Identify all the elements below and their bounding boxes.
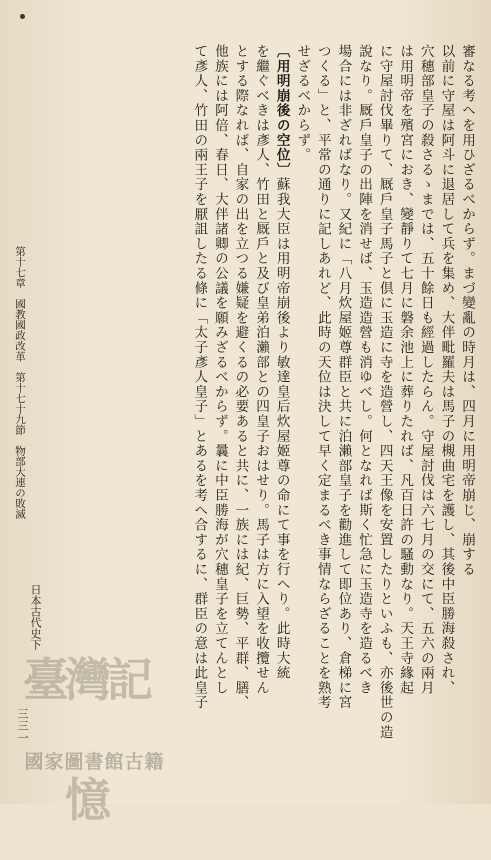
text-column-rest: 蘇我大臣は用明帝崩後より敏達皇后炊屋姬尊の命にて事を行へり。此時大統 [273,177,290,681]
book-title: 日本古代史下 [29,584,42,650]
text-column: に守屋討伐畢りて、厩戶皇子馬子と倶に玉造に寺を造營し、四天王像を安置したりといふも、亦後世の造 [376,44,393,740]
text-column: 以前に守屋は阿斗に退居して兵を集め、大伴毗羅夫は馬子の槻曲宅を護し、其後中臣勝海殺され、 [438,44,455,696]
section-heading: 〔用明崩後の空位〕 [273,44,290,178]
text-column: て彥人、竹田の兩王子を厭詛したる條に「太子彥人皇子」とあるを考へ合するに、群臣の意は此皇子 [191,44,208,710]
text-column: せざるべからず。 [294,44,311,163]
text-column: つくる」と、平常の通りに記しあれど、此時の天位は決して早く定まるべき事情ならざることを熟考 [314,44,331,710]
text-column: を繼ぐべきは彥人、竹田と厩戶と及び皇弟泊瀨部との四皇子おはせり。馬子は方に入望を收攬せん [253,44,270,696]
page-number: 三三一 [16,708,29,744]
text-column: は用明帝を殯宮におき、變靜りて七月に磐余池上に葬りたれば、凡百日許の騷動なり。天王寺緣起 [397,44,414,696]
chapter-footer [12,246,27,519]
text-column: 說なり。厩戶皇子の出陣を消せば、玉造造營も消ゆべし。何となれば斯く忙急に玉造寺を造るべき [356,44,373,696]
text-column-with-heading [271,44,292,744]
text-column: 他族には阿倍、春日、大伴諸卿の公議を願みざるべからず。曩に中臣勝海が穴穗皇子を立てんとし [211,44,228,696]
chapter-title: 第十七章 國教國政改革 第十七十九節 物部大連の敗滅 [14,246,26,519]
library-watermark: 國家圖書館古籍 [24,751,165,773]
page-dot [20,14,25,19]
library-seal: 臺灣記憶 [23,653,149,827]
body-text [189,44,477,744]
text-column: 審なる考へを用ひざるべからず。まづ變亂の時月は、四月に用明帝崩じ、崩する [459,44,475,577]
text-column: とする際なれば、自家の出を立つる嫌疑を避くるの必要あると共に、一族には紀、巨勢、平群、膳、 [232,44,249,710]
text-column: 穴穗部皇子の殺さるゝまでは、五十餘日も經過したらん。守屋討伐は六七月の交にて、五六の兩月 [417,44,434,696]
text-column: 場合には非ざればなり。又紀に「八月炊屋姬尊群臣と共に泊瀨部皇子を勸進して即位あり、倉梯に宮 [335,44,352,710]
